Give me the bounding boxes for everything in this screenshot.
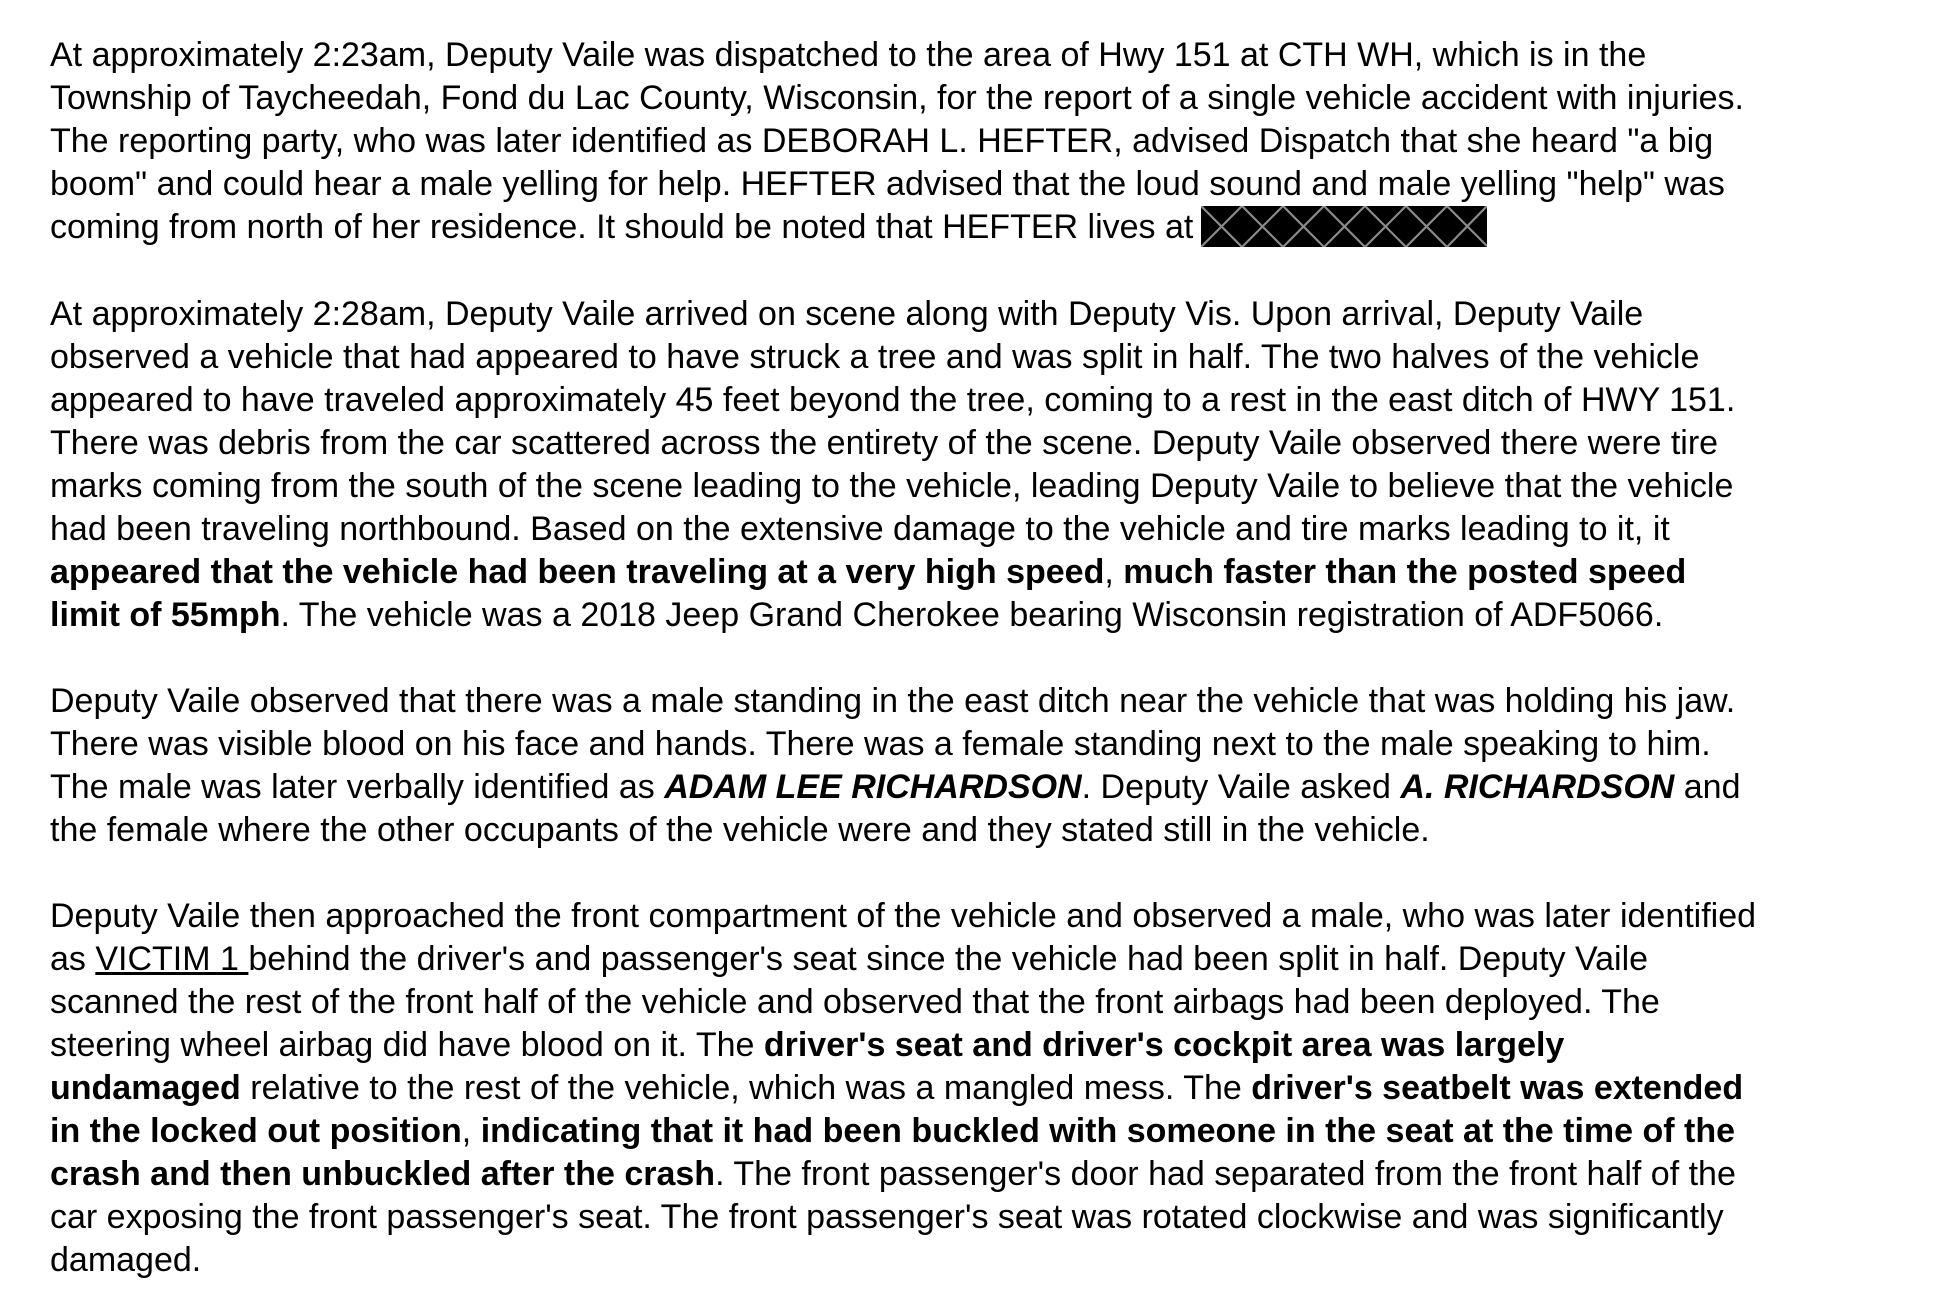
text-line: At approximately 2:28am, Deputy Vaile arrived on scene along with Deputy Vis. Upon arrival, Deputy Vaile [50,294,1644,333]
bold-text: driver's seatbelt was extended [1251,1068,1744,1107]
text-segment: . Deputy Vaile asked [1081,767,1401,806]
text-line: There was visible blood on his face and hands. There was a female standing next to the male speaking to him. [50,724,1711,763]
subject-name: ADAM LEE RICHARDSON [664,767,1082,806]
bold-text: crash and then unbuckled after the crash [50,1154,716,1193]
text-segment: as [50,939,96,978]
text-segment: coming from north of her residence. It should be noted that HEFTER lives at [50,208,1194,246]
text-line: marks coming from the south of the scene leading to the vehicle, leading Deputy Vaile to believe that the vehicle [50,466,1734,505]
text-line [50,1153,1920,1196]
text-line [50,594,1920,637]
bold-text: driver's seat and driver's cockpit area was largely [763,1025,1565,1064]
text-segment: behind the driver's and passenger's seat since the vehicle had been split in half. Deputy Vaile [248,939,1649,978]
text-line: the female where the other occupants of the vehicle were and they stated still in the vehicle. [50,810,1430,849]
text-segment: , [461,1111,481,1150]
text-segment: . The front passenger's door had separated from the front half of the [715,1154,1736,1193]
text-line: boom" and could hear a male yelling for help. HEFTER advised that the loud sound and male yelling "help" was [50,165,1725,203]
bold-text: undamaged [50,1068,241,1107]
text-line [50,766,1920,809]
report-document [50,34,1920,1282]
bold-text: limit of 55mph [50,595,281,634]
text-line: The reporting party, who was later identified as DEBORAH L. HEFTER, advised Dispatch that she heard "a big [50,122,1714,160]
text-line: car exposing the front passenger's seat. The front passenger's seat was rotated clockwise and was significantly [50,1197,1724,1236]
text-line: At approximately 2:23am, Deputy Vaile was dispatched to the area of Hwy 151 at CTH WH, which is in the [50,36,1647,74]
bold-text: appeared that the vehicle had been traveling at a very high speed [50,552,1105,591]
paragraph-occupants [50,680,1920,852]
text-line: There was debris from the car scattered across the entirety of the scene. Deputy Vaile observed there were tire [50,423,1719,462]
bold-text: indicating that it had been buckled with someone in the seat at the time of the [480,1111,1736,1150]
text-line [50,1067,1920,1110]
text-line: appeared to have traveled approximately 45 feet beyond the tree, coming to a rest in the east ditch of HWY 151. [50,380,1736,419]
paragraph-vehicle-inspection [50,895,1920,1282]
text-line: scanned the rest of the front half of the vehicle and observed that the front airbags had been deployed. The [50,982,1660,1021]
text-line [50,551,1920,594]
text-line: had been traveling northbound. Based on the extensive damage to the vehicle and tire marks leading to it, it [50,509,1670,548]
redacted-address-block [1201,206,1487,247]
paragraph-arrival [50,293,1920,637]
text-line: Township of Taycheedah, Fond du Lac County, Wisconsin, for the report of a single vehicle accident with injuries. [50,79,1744,117]
text-segment: . The vehicle was a 2018 Jeep Grand Cherokee bearing Wisconsin registration of ADF5066. [280,595,1664,634]
text-segment: relative to the rest of the vehicle, which was a mangled mess. The [240,1068,1252,1107]
text-line: Deputy Vaile observed that there was a male standing in the east ditch near the vehicle that was holding his jaw. [50,681,1736,720]
text-segment: The male was later verbally identified as [50,767,665,806]
text-line: observed a vehicle that had appeared to have struck a tree and was split in half. The two halves of the vehicle [50,337,1700,376]
redaction-crosshatch-pattern [1201,206,1487,247]
text-segment: , [1104,552,1124,591]
text-segment: steering wheel airbag did have blood on it. The [50,1025,764,1064]
text-line [50,938,1920,981]
text-line: Deputy Vaile then approached the front compartment of the vehicle and observed a male, who was later identified [50,896,1757,935]
text-segment: and [1674,767,1741,806]
subject-name: A. RICHARDSON [1400,767,1675,806]
bold-text: much faster than the posted speed [1123,552,1687,591]
text-line [50,1110,1920,1153]
text-line: damaged. [50,1240,202,1279]
text-line [50,1024,1920,1067]
text-line-with-redaction [50,206,1920,250]
paragraph-dispatch [50,34,1920,250]
victim-label: VICTIM 1 [95,939,249,978]
bold-text: in the locked out position [50,1111,462,1150]
